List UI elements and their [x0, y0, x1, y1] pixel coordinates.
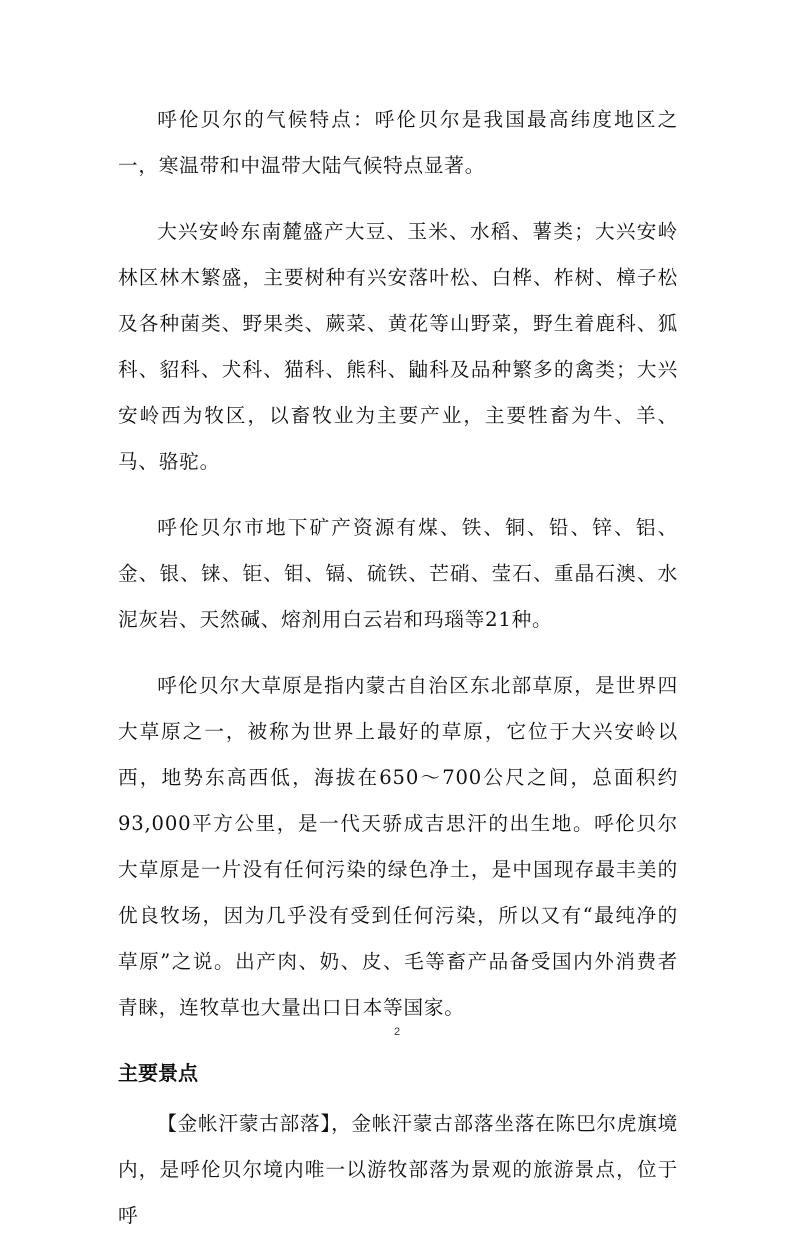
- paragraph-climate: 呼伦贝尔的气候特点：呼伦贝尔是我国最高纬度地区之一，寒温带和中温带大陆气候特点显著。: [118, 108, 678, 177]
- paragraph-flora-fauna: 大兴安岭东南麓盛产大豆、玉米、水稻、薯类；大兴安岭林区林木繁盛，主要树种有兴安落叶松、白桦、柞树、樟子松及各种菌类、野果类、蕨菜、黄花等山野菜，野生着鹿科、狐科、貂科、犬科、猫科、熊科、鼬科及品种繁多的禽类；大兴安岭西为牧区，以畜牧业为主要产业，主要牲畜为牛、羊、马、骆驼。: [118, 220, 678, 473]
- paragraph-grassland: 呼伦贝尔大草原是指内蒙古自治区东北部草原，是世界四大草原之一，被称为世界上最好的草原，它位于大兴安岭以西，地势东高西低，海拔在650～700公尺之间，总面积约93,000平方公里，是一代天骄成吉思汗的出生地。呼伦贝尔大草原是一片没有任何污染的绿色净土，是中国现存最丰美的优良牧场，因为几乎没有受到任何污染，所以又有“最纯净的草原”之说。出产肉、奶、皮、毛等畜产品备受国内外消费者青睐，连牧草也大量出口日本等国家。: [118, 674, 678, 1019]
- paragraph-attraction: 【金帐汗蒙古部落】，金帐汗蒙古部落坐落在陈巴尔虎旗境内，是呼伦贝尔境内唯一以游牧部落为景观的旅游景点，位于呼: [118, 1112, 678, 1227]
- section-heading: 主要景点: [118, 1061, 198, 1085]
- page-number: 2: [393, 1026, 401, 1038]
- paragraph-minerals: 呼伦贝尔市地下矿产资源有煤、铁、铜、铅、锌、铝、金、银、铼、钜、钼、镉、硫铁、芒硝、莹石、重晶石澳、水泥灰岩、天然碱、熔剂用白云岩和玛瑙等21种。: [118, 516, 678, 631]
- document-body: [118, 97, 678, 1239]
